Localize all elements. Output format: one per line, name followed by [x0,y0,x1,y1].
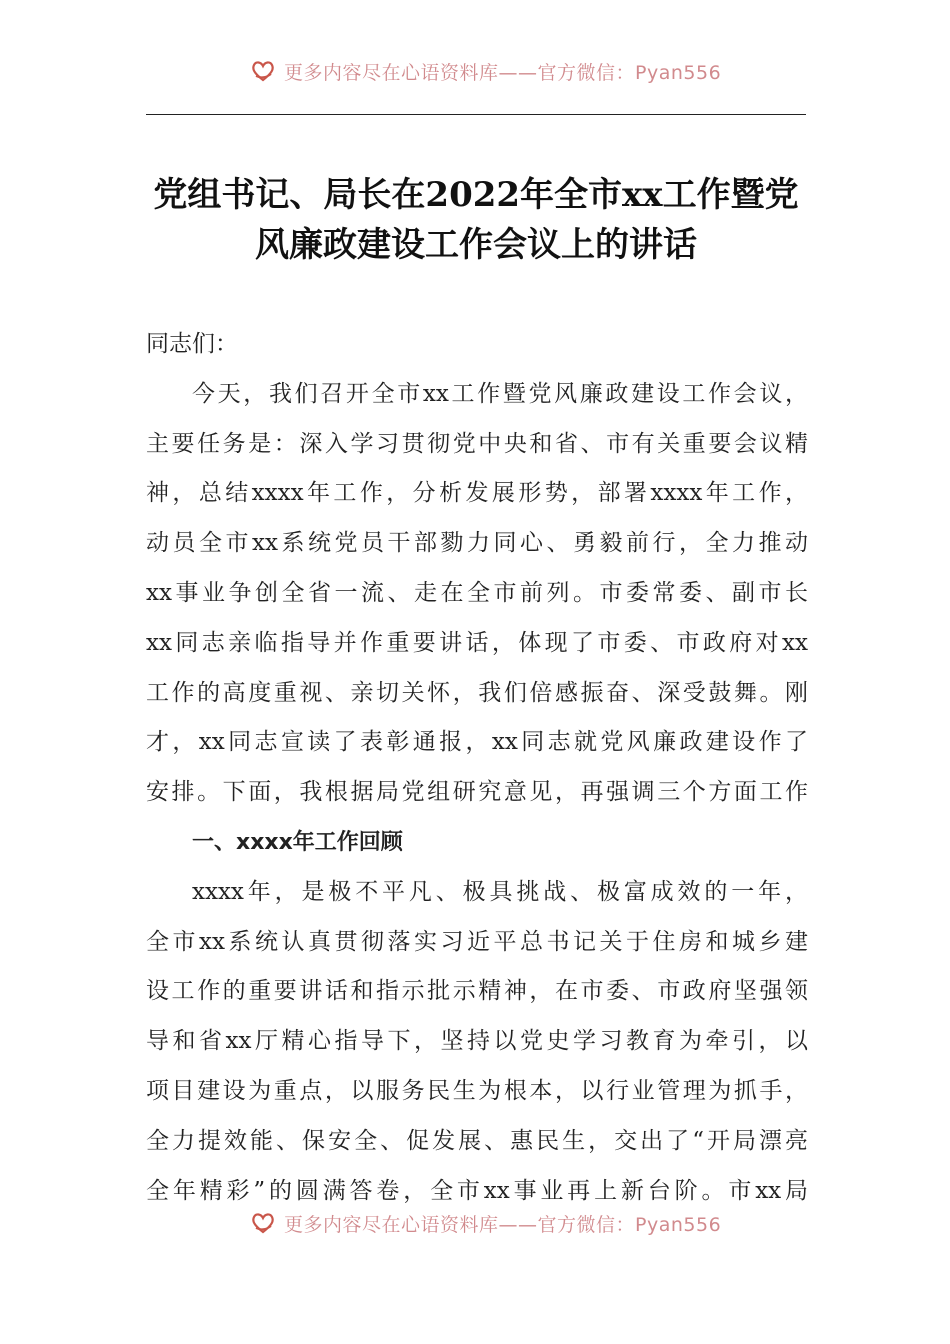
paragraph-1-line: xx事业争创全省一流、走在全市前列。市委常委、副市长 [146,579,808,606]
salutation: 同志们： [146,331,238,357]
paragraph-1-line: 神，总结xxxx年工作，分析发展形势，部署xxxx年工作， [146,480,808,507]
paragraph-2-line: 导和省xx厅精心指导下，坚持以党史学习教育为牵引，以 [146,1028,808,1055]
paragraph-1-line: 才，xx同志宣读了表彰通报，xx同志就党风廉政建设作了 [146,729,808,756]
header-divider [146,114,806,115]
title-line-1: 党组书记、局长在2022年全市xx工作暨党 [153,175,799,215]
paragraph-2-line: 全力提效能、保安全、促发展、惠民生，交出了“开局漂亮 [146,1127,808,1154]
paragraph-2-line: 项目建设为重点，以服务民生为根本，以行业管理为抓手， [146,1077,808,1104]
paragraph-1-line: xx同志亲临指导并作重要讲话，体现了市委、市政府对xx [146,629,808,656]
heart-logo-icon [250,1210,276,1236]
document-title [120,170,832,270]
title-line-2: 风廉政建设工作会议上的讲话 [255,225,697,265]
paragraph-1-line: 工作的高度重视、亲切关怀，我们倍感振奋、深受鼓舞。刚 [146,679,808,706]
watermark-footer [250,1208,721,1238]
watermark-text: 更多内容尽在心语资料库——官方微信：Pyan556 [284,1213,722,1236]
paragraph-1-line: 安排。下面，我根据局党组研究意见，再强调三个方面工作 [146,779,808,806]
paragraph-1-line: 动员全市xx系统党员干部勠力同心、勇毅前行，全力推动 [146,530,808,557]
document-body [146,320,808,1216]
paragraph-2-line: 全市xx系统认真贯彻落实习近平总书记关于住房和城乡建 [146,928,808,955]
watermark-header [250,56,721,86]
heart-logo-icon [250,58,276,84]
watermark-text: 更多内容尽在心语资料库——官方微信：Pyan556 [284,61,722,84]
section-heading: 一、xxxx年工作回顾 [192,829,403,855]
paragraph-2-line: 全年精彩”的圆满答卷，全市xx事业再上新台阶。市xx局 [146,1177,808,1204]
paragraph-2-line: 设工作的重要讲话和指示批示精神，在市委、市政府坚强领 [146,978,808,1005]
paragraph-1-line: 今天，我们召开全市xx工作暨党风廉政建设工作会议， [192,380,808,407]
paragraph-1-line: 主要任务是：深入学习贯彻党中央和省、市有关重要会议精 [146,430,808,457]
paragraph-2-line: xxxx年，是极不平凡、极具挑战、极富成效的一年， [192,878,808,905]
